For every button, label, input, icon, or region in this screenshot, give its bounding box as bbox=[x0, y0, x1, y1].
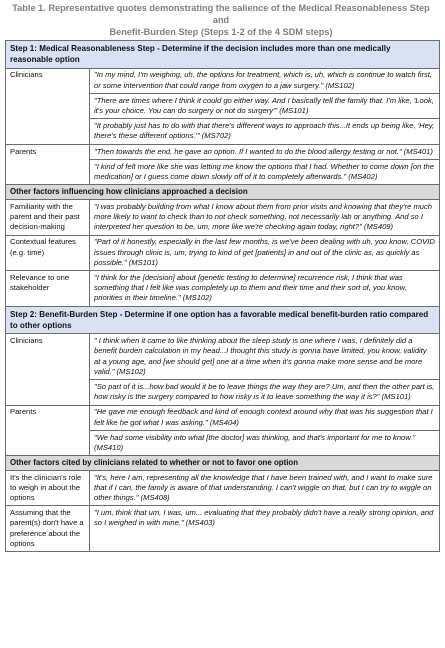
factor-label: Assuming that the parent(s) don't have a preference about the options bbox=[6, 506, 90, 552]
table-row bbox=[6, 334, 440, 380]
table-row bbox=[6, 235, 440, 271]
table-row bbox=[6, 271, 440, 307]
caption-line-1: Table 1. Representative quotes demonstrating the salience of the Medical Reasonableness Step and bbox=[12, 3, 430, 26]
table-caption bbox=[6, 2, 436, 39]
step1-parent-quote: "I kind of felt more like she was letting me know the options that I had. Whether to come down [on the medication] or I guess come down slowly off of it to completely afterwards." (MS402) bbox=[90, 159, 440, 184]
step1-other-factors-header: Other factors influencing how clinicians approached a decision bbox=[6, 185, 440, 200]
factor-label: It's the clinician's role to weigh in about the options bbox=[6, 470, 90, 506]
table-row bbox=[6, 199, 440, 235]
quotes-table bbox=[5, 40, 440, 552]
factor-quote: "It's, here I am, representing all the knowledge that I have been trained with, and I want to make sure that if I can, the family is aware of that understanding. I can't wiggle on that, but I can try to wiggle on other things." (MS408) bbox=[90, 470, 440, 506]
step1-clinician-quote: "There are times where I think it could go either way. And I basically tell the family that. I'm like, 'Look, it's your choice. You can do surgery or not do surgery'" (MS101) bbox=[90, 93, 440, 118]
step2-parents-label: Parents bbox=[6, 405, 90, 456]
step2-clinicians-label: Clinicians bbox=[6, 334, 90, 405]
step2-header-row bbox=[6, 306, 440, 334]
table-row bbox=[6, 144, 440, 159]
factor-label: Relevance to one stakeholder bbox=[6, 271, 90, 307]
step2-header: Step 2: Benefit-Burden Step - Determine if one option has a favorable medical benefit-burden ratio compared to other options bbox=[6, 306, 440, 334]
factor-quote: "I was probably building from what I know about them from prior visits and knowing that they're much more likely to want to check than to not check something, not necessarily lab or anything. And so I interpreted her question to be, um, more like we're checking again today, right?" (MS409) bbox=[90, 199, 440, 235]
table-row bbox=[6, 506, 440, 552]
step1-parent-quote: "Then towards the end, he gave an option. If I wanted to do the blood allergy testing or not." (MS401) bbox=[90, 144, 440, 159]
table-row bbox=[6, 405, 440, 430]
step1-header-row bbox=[6, 41, 440, 69]
step1-clinician-quote: "It probably just has to do with that there's different ways to approach this...It ends up being like, 'Hey, there's these different options.'" (MS702) bbox=[90, 119, 440, 144]
step2-other-factors-header: Other factors cited by clinicians related to whether or not to favor one option bbox=[6, 456, 440, 471]
factor-quote: "I um, think that um, I was, um... evaluating that they probably didn't have a really strong opinion, and so I weighed in with mine." (MS403) bbox=[90, 506, 440, 552]
step2-parent-quote: "We had some visibility into what [the doctor] was thinking, and that's important for me to know." (MS410) bbox=[90, 430, 440, 455]
table-row bbox=[6, 68, 440, 93]
factor-quote: "I think for the [decision] about [genetic testing to determine] recurrence risk, I think that was something that I felt like was completely up to them and their time and their sort of, you know, priorities in their timeline." (MS102) bbox=[90, 271, 440, 307]
step2-parent-quote: "He gave me enough feedback and kind of enough context around why that was his suggestion that I felt like he got what I was asking." (MS404) bbox=[90, 405, 440, 430]
step2-clinician-quote: "So part of it is...how bad would it be to leave things the way they are? Um, and then the other part is, how risky is the surgery compared to how risky is it to leave something the way it is?" (MS101) bbox=[90, 380, 440, 405]
step1-parents-label: Parents bbox=[6, 144, 90, 185]
factor-quote: "Part of it honestly, especially in the last few months, is we've been dealing with uh, you know, COVID issues through clinic is, um, trying to kind of get [patients] in and out of the clinic as, as quickly as possible." (MS101) bbox=[90, 235, 440, 271]
step2-clinician-quote: " I think when it came to like thinking about the sleep study is one where I was, I definitely did a benefit burden calculation in my head...I thought this study is gonna have limited, you know, validity at a young age, and [we should get] one at a time when it's gonna make more sense and be more valid." (MS102) bbox=[90, 334, 440, 380]
table-row bbox=[6, 470, 440, 506]
caption-line-2: Benefit-Burden Step (Steps 1-2 of the 4 SDM steps) bbox=[109, 27, 333, 38]
factor-label: Contextual features (e.g. time) bbox=[6, 235, 90, 271]
factor-label: Familiarity with the parent and their past decision-making bbox=[6, 199, 90, 235]
step1-header: Step 1: Medical Reasonableness Step - Determine if the decision includes more than one medically reasonable option bbox=[6, 41, 440, 69]
step1-clinicians-label: Clinicians bbox=[6, 68, 90, 144]
step1-other-factors-row bbox=[6, 185, 440, 200]
step1-clinician-quote: "In my mind, I'm weighing, uh, the options for treatment, which is, uh, which is continue to watch first, or some intervention that could range from oxygen to a jaw surgery." (MS102) bbox=[90, 68, 440, 93]
step2-other-factors-row bbox=[6, 456, 440, 471]
